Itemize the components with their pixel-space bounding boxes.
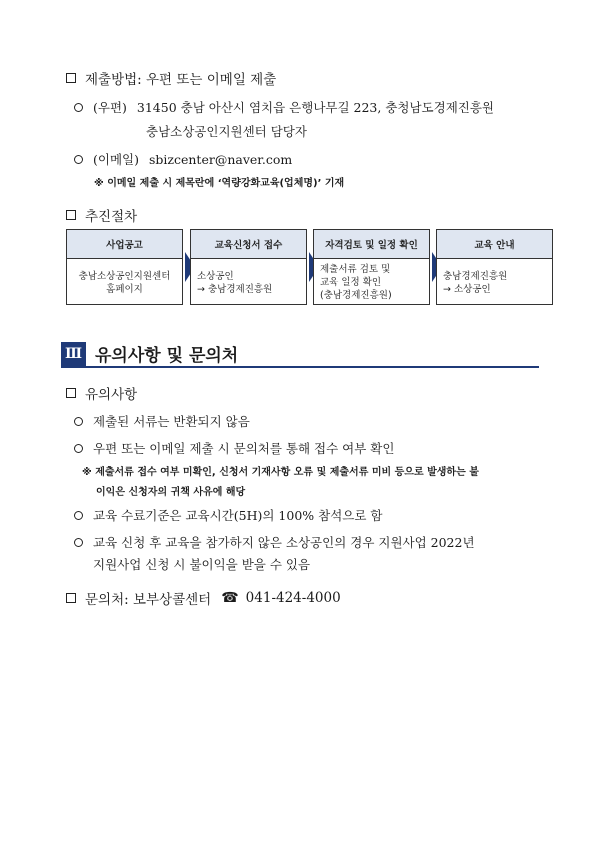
flow-step-line: 홈페이지 [106,283,143,295]
notes-item: 교육 수료기준은 교육시간(5H)의 100% 참석으로 함 [74,506,383,524]
section-divider [61,366,539,368]
email-note: ※ 이메일 제출 시 제목란에 ‘역량강화교육(업체명)’ 기재 [94,178,345,189]
post-recipient: 충남소상공인지원센터 담당자 [146,124,307,139]
procedure-heading: 추진절차 [66,205,137,225]
square-icon [66,73,76,83]
flow-step-2 [190,229,307,305]
square-icon [66,388,76,398]
flow-step-line: 충남소상공인지원센터 [78,270,171,282]
square-icon [66,593,76,603]
section-number: Ⅲ [61,342,86,366]
circle-icon [74,444,83,453]
sub-note-line: 이익은 신청자의 귀책 사유에 해당 [96,487,246,498]
square-icon [66,210,76,220]
flow-step-title: 자격검토 및 일정 확인 [314,230,429,259]
notes-item: 교육 신청 후 교육을 참가하지 않은 소상공인의 경우 지원사업 2022년 [74,533,475,551]
notes-item-continued: 지원사업 신청 시 불이익을 받을 수 있음 [93,557,311,572]
notes-heading: 유의사항 [66,383,137,403]
post-address: 31450 충남 아산시 염치읍 은행나무길 223, 충청남도경제진흥원 [136,100,494,115]
flow-step-line: 교육 일정 확인 [320,277,382,288]
flow-step-line: 소상공인 [197,270,234,282]
flow-step-line: → 충남경제진흥원 [197,283,273,295]
circle-icon [74,538,83,547]
circle-icon [74,155,83,164]
flow-step-line: 제출서류 검토 및 [320,264,391,275]
post-item: (우편) 31450 충남 아산시 염치읍 은행나무길 223, 충청남도경제진흥원 [74,98,494,116]
flow-step-line: → 소상공인 [443,283,491,295]
circle-icon [74,103,83,112]
circle-icon [74,417,83,426]
flow-step-1 [66,229,183,305]
submission-heading: 제출방법: 우편 또는 이메일 제출 [66,68,276,88]
flow-step-title: 교육 안내 [437,230,552,259]
phone-icon: ☎ [221,590,239,606]
flow-step-title: 사업공고 [67,230,182,259]
flow-step-title: 교육신청서 접수 [191,230,306,259]
sub-note-line: ※ 제출서류 접수 여부 미확인, 신청서 기재사항 오류 및 제출서류 미비 등으로 발생하는 불 [82,467,479,478]
circle-icon [74,511,83,520]
flow-step-4 [436,229,553,305]
contact-phone: 041-424-4000 [245,590,341,606]
flow-step-3 [313,229,430,305]
flow-step-line: 충남경제진흥원 [443,270,508,282]
email-address: sbizcenter@naver.com [148,151,293,167]
contact-line: 문의처: 보부상콜센터 ☎ 041-424-4000 [66,588,341,608]
notes-item: 우편 또는 이메일 제출 시 문의처를 통해 접수 여부 확인 [74,439,394,457]
section-title: 유의사항 및 문의처 [95,346,239,366]
notes-item: 제출된 서류는 반환되지 않음 [74,412,250,430]
flow-step-line: (충남경제진흥원) [320,290,392,301]
email-item: (이메일) sbizcenter@naver.com [74,150,292,168]
